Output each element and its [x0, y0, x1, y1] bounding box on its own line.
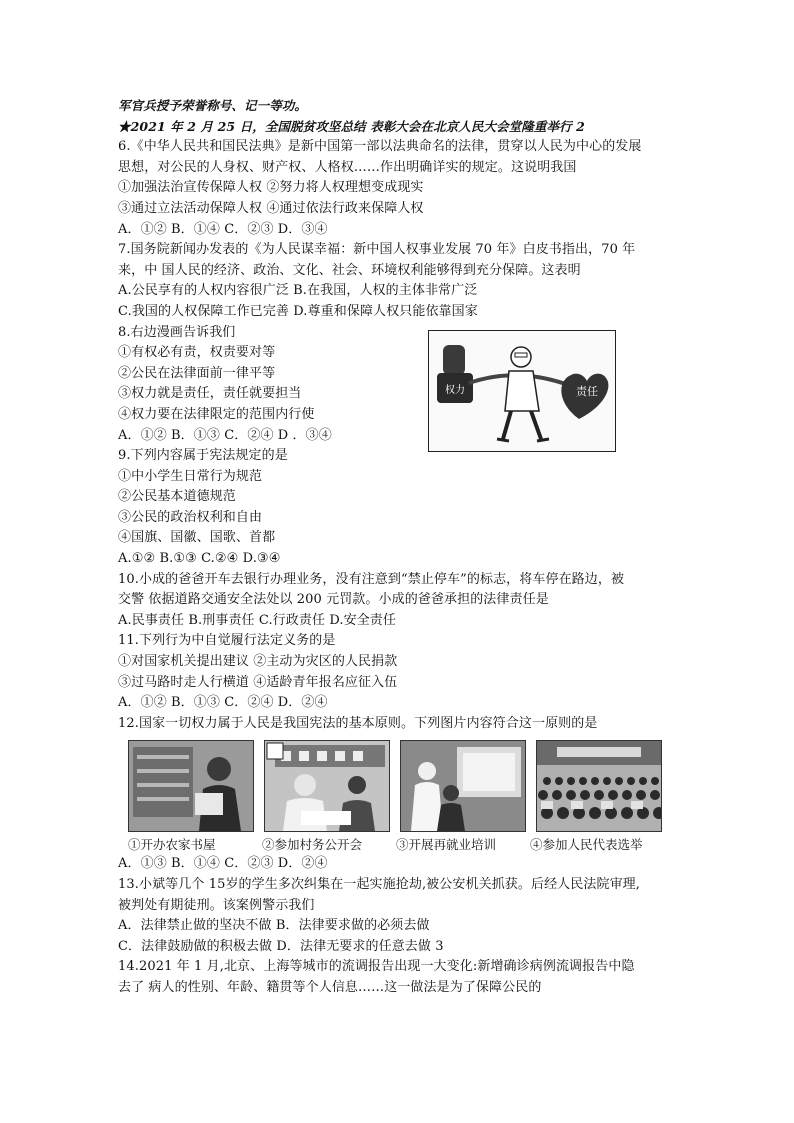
answer-choices: A．①② B．①③ C．②④ D．②④ [118, 695, 328, 711]
photo-caption: ③开展再就业培训 [396, 837, 497, 853]
duty-label: 责任 [576, 385, 598, 398]
answer-choices: A.民事责任 B.刑事责任 C.行政责任 D.安全责任 [118, 612, 397, 628]
text-line: 来，中 国人民的经济、政治、文化、社会、环境权利能够得到充分保障。这表明 [118, 262, 581, 278]
question-9: 9.下列内容属于宪法规定的是 [118, 448, 288, 464]
option-line: ③公民的政治权利和自由 [118, 509, 263, 525]
power-label: 权力 [445, 385, 465, 396]
cartoon-power-responsibility [428, 330, 616, 452]
photo-reemployment-training [400, 740, 526, 832]
option-line: ④权力要在法律限定的范围内行使 [118, 406, 315, 422]
answer-choices: A．①③ B．①④ C．②③ D．②④ [118, 856, 328, 872]
answer-choices: A．①② B．①③ C．②④ D ．③④ [118, 427, 332, 443]
answer-choices: A.①② B.①③ C.②④ D.③④ [118, 551, 281, 567]
option-line: ①有权必有责，权责要对等 [118, 345, 276, 361]
question-8: 8.右边漫画告诉我们 [118, 324, 236, 340]
exam-page [118, 96, 678, 999]
option-line: ①中小学生日常行为规范 [118, 468, 263, 484]
text-line: ★2021 年 2 月 25 日，全国脱贫攻坚总结 表彰大会在北京人民大会堂隆重举行 2 [118, 118, 585, 134]
option-line: A．法律禁止做的坚决不做 B．法律要求做的必须去做 [118, 918, 430, 934]
photo-caption: ①开办农家书屋 [128, 837, 216, 853]
question-14: 14.2021 年 1 月,北京、上海等城市的流调报告出现一大变化:新增确诊病例流调报告中隐 [118, 959, 635, 975]
answer-choices: A．①② B．①④ C．②③ D．③④ [118, 221, 328, 237]
text-line: 去了 病人的性别、年龄、籍贯等个人信息……这一做法是为了保障公民的 [118, 979, 542, 995]
option-line: ①加强法治宣传保障人权 ②努力将人权理想变成现实 [118, 180, 424, 196]
option-line: A.公民享有的人权内容很广泛 B.在我国，人权的主体非常广泛 [118, 283, 478, 299]
photo-row [128, 740, 678, 832]
text-line: 交警 依据道路交通安全法处以 200 元罚款。小成的爸爸承担的法律责任是 [118, 592, 549, 608]
option-line: C.我国的人权保障工作已完善 D.尊重和保障人权只能依靠国家 [118, 303, 478, 319]
question-10: 10.小成的爸爸开车去银行办理业务，没有注意到“禁止停车”的标志，将车停在路边，被 [118, 571, 625, 587]
question-11: 11.下列行为中自觉履行法定义务的是 [118, 633, 336, 649]
text-line: 军官兵授予荣誉称号、记一等功。 [118, 98, 308, 113]
question-7: 7.国务院新闻办发表的《为人民谋幸福：新中国人权事业发展 70 年》白皮书指出，70 年 [118, 242, 636, 258]
option-line: ③过马路时走人行横道 ④适龄青年报名应征入伍 [118, 674, 398, 690]
option-line: ③通过立法活动保障人权 ④通过依法行政来保障人权 [118, 200, 424, 216]
photo-farm-library [128, 740, 254, 832]
option-line: ①对国家机关提出建议 ②主动为灾区的人民捐款 [118, 654, 398, 670]
option-line: ④国旗、国徽、国歌、首都 [118, 530, 276, 546]
option-line: ③权力就是责任，责任就要担当 [118, 386, 302, 402]
question-13: 13.小斌等几个 15岁的学生多次纠集在一起实施抢劫,被公安机关抓获。后经人民法院审理, [118, 877, 641, 892]
text-line: 思想，对公民的人身权、财产权、人格权……作出明确详实的规定。这说明我国 [118, 159, 577, 175]
photo-caption: ②参加村务公开会 [262, 837, 363, 853]
question-6: 6.《中华人民共和国民法典》是新中国第一部以法典命名的法律，贯穿以人民为中心的发展 [118, 139, 642, 155]
text-line: 被判处有期徒刑。该案例警示我们 [118, 897, 315, 913]
photo-captions [128, 836, 678, 854]
option-line: ②公民基本道德规范 [118, 489, 236, 505]
photo-deputy-election [536, 740, 662, 832]
question-12: 12.国家一切权力属于人民是我国宪法的基本原则。下列图片内容符合这一原则的是 [118, 715, 598, 731]
photo-caption: ④参加人民代表选举 [530, 837, 643, 853]
photo-village-meeting [264, 740, 390, 832]
option-line: ②公民在法律面前一律平等 [118, 365, 276, 381]
option-line: C．法律鼓励做的积极去做 D．法律无要求的任意去做 3 [118, 938, 444, 954]
